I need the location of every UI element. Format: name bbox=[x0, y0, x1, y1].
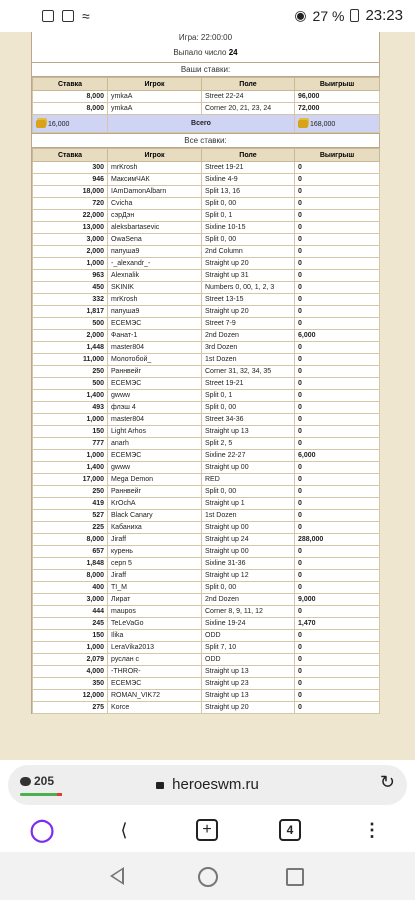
win-cell: 0 bbox=[295, 666, 380, 678]
win-cell: 0 bbox=[295, 342, 380, 354]
status-bar bbox=[0, 0, 415, 32]
win-cell: 0 bbox=[295, 426, 380, 438]
table-row bbox=[33, 630, 380, 642]
table-row bbox=[33, 438, 380, 450]
bet-cell: 1,448 bbox=[33, 342, 108, 354]
player-cell: Light Arhos bbox=[108, 426, 202, 438]
field-cell: 2nd Dozen bbox=[202, 594, 295, 606]
field-cell: Split 0, 00 bbox=[202, 582, 295, 594]
bet-cell: 400 bbox=[33, 582, 108, 594]
player-cell: курень bbox=[108, 546, 202, 558]
table-row bbox=[33, 318, 380, 330]
bet-cell: 1,000 bbox=[33, 642, 108, 654]
player-cell: gwww bbox=[108, 390, 202, 402]
bet-cell: 1,000 bbox=[33, 414, 108, 426]
bet-cell: 150 bbox=[33, 630, 108, 642]
win-cell: 0 bbox=[295, 390, 380, 402]
field-cell: 3rd Dozen bbox=[202, 342, 295, 354]
field-cell: Straight up 13 bbox=[202, 666, 295, 678]
player-cell: KrOchA bbox=[108, 498, 202, 510]
player-cell: LeraVika2013 bbox=[108, 642, 202, 654]
table-row bbox=[33, 570, 380, 582]
player-cell: ymkaA bbox=[108, 91, 202, 103]
player-cell: master804 bbox=[108, 342, 202, 354]
table-row bbox=[33, 426, 380, 438]
total-win-cell bbox=[295, 115, 380, 133]
bet-cell: 150 bbox=[33, 426, 108, 438]
player-cell: серп 5 bbox=[108, 558, 202, 570]
field-cell: Straight up 00 bbox=[202, 546, 295, 558]
your-bets-title: Ваши ставки: bbox=[32, 62, 379, 77]
win-cell: 0 bbox=[295, 582, 380, 594]
bet-cell: 8,000 bbox=[33, 103, 108, 115]
table-row bbox=[33, 642, 380, 654]
bet-cell: 500 bbox=[33, 318, 108, 330]
bet-cell: 8,000 bbox=[33, 570, 108, 582]
image-icon bbox=[62, 10, 74, 22]
reload-icon[interactable]: ↻ bbox=[379, 772, 395, 792]
bet-cell: 1,000 bbox=[33, 450, 108, 462]
player-cell: Cvicha bbox=[108, 198, 202, 210]
table-row bbox=[33, 510, 380, 522]
table-row bbox=[33, 282, 380, 294]
bet-cell: 444 bbox=[33, 606, 108, 618]
player-cell: Раннвейг bbox=[108, 486, 202, 498]
table-row bbox=[33, 91, 380, 103]
table-row bbox=[33, 222, 380, 234]
player-cell: Black Canary bbox=[108, 510, 202, 522]
header-win: Выигрыш bbox=[295, 78, 380, 91]
bet-cell: 963 bbox=[33, 270, 108, 282]
table-row bbox=[33, 582, 380, 594]
win-cell: 0 bbox=[295, 282, 380, 294]
bet-cell: 2,079 bbox=[33, 654, 108, 666]
eye-icon: ◉ bbox=[294, 7, 307, 23]
win-cell: 0 bbox=[295, 318, 380, 330]
field-cell: Corner 8, 9, 11, 12 bbox=[202, 606, 295, 618]
player-cell: ЕСЕМЭС bbox=[108, 378, 202, 390]
bet-cell: 12,000 bbox=[33, 690, 108, 702]
table-row bbox=[33, 234, 380, 246]
player-cell: Jiraff bbox=[108, 570, 202, 582]
win-cell: 0 bbox=[295, 474, 380, 486]
field-cell: Straight up 13 bbox=[202, 426, 295, 438]
table-row bbox=[33, 678, 380, 690]
player-cell: Фанат-1 bbox=[108, 330, 202, 342]
bet-cell: 527 bbox=[33, 510, 108, 522]
player-cell: ymkaA bbox=[108, 103, 202, 115]
player-cell: gwww bbox=[108, 462, 202, 474]
player-cell: mrKrosh bbox=[108, 162, 202, 174]
win-cell: 0 bbox=[295, 306, 380, 318]
win-cell: 0 bbox=[295, 546, 380, 558]
player-cell: сэрДэн bbox=[108, 210, 202, 222]
field-cell: Corner 31, 32, 34, 35 bbox=[202, 366, 295, 378]
player-cell: TI_M bbox=[108, 582, 202, 594]
win-cell: 0 bbox=[295, 270, 380, 282]
total-bet: 16,000 bbox=[48, 120, 70, 128]
field-cell: Straight up 20 bbox=[202, 258, 295, 270]
table-row bbox=[33, 414, 380, 426]
player-cell: anarh bbox=[108, 438, 202, 450]
player-cell: Раннвейг bbox=[108, 366, 202, 378]
win-cell: 0 bbox=[295, 222, 380, 234]
bet-cell: 332 bbox=[33, 294, 108, 306]
drawn-number-line bbox=[32, 44, 379, 62]
player-cell: Молотобой_ bbox=[108, 354, 202, 366]
bet-cell: 419 bbox=[33, 498, 108, 510]
win-cell: 288,000 bbox=[295, 534, 380, 546]
table-row bbox=[33, 690, 380, 702]
tabs-counter-button[interactable]: 4 bbox=[279, 819, 301, 841]
table-row bbox=[33, 390, 380, 402]
field-cell: 1st Dozen bbox=[202, 510, 295, 522]
table-row bbox=[33, 534, 380, 546]
player-cell: OwaSena bbox=[108, 234, 202, 246]
win-cell: 0 bbox=[295, 366, 380, 378]
win-cell: 0 bbox=[295, 294, 380, 306]
player-cell: Alexnalik bbox=[108, 270, 202, 282]
all-bets-body bbox=[33, 162, 380, 714]
player-cell: ЕСЕМЭС bbox=[108, 318, 202, 330]
field-cell: Sixline 10-15 bbox=[202, 222, 295, 234]
bet-cell: 946 bbox=[33, 174, 108, 186]
table-row bbox=[33, 294, 380, 306]
bet-cell: 17,000 bbox=[33, 474, 108, 486]
field-cell: ODD bbox=[202, 630, 295, 642]
field-cell: Split 0, 00 bbox=[202, 486, 295, 498]
field-cell: Split 0, 00 bbox=[202, 234, 295, 246]
table-row bbox=[33, 450, 380, 462]
win-cell: 0 bbox=[295, 186, 380, 198]
table-row bbox=[33, 606, 380, 618]
player-cell: папуша9 bbox=[108, 306, 202, 318]
bet-cell: 450 bbox=[33, 282, 108, 294]
bet-cell: 493 bbox=[33, 402, 108, 414]
win-cell: 0 bbox=[295, 246, 380, 258]
win-cell: 0 bbox=[295, 702, 380, 714]
gold-icon bbox=[298, 120, 308, 128]
table-row bbox=[33, 354, 380, 366]
field-cell: Straight up 24 bbox=[202, 534, 295, 546]
table-row bbox=[33, 162, 380, 174]
battery-icon bbox=[350, 9, 359, 22]
player-cell: -_alexandr_- bbox=[108, 258, 202, 270]
bet-cell: 275 bbox=[33, 702, 108, 714]
table-row bbox=[33, 654, 380, 666]
win-cell: 0 bbox=[295, 198, 380, 210]
player-cell: МаксимЧАК bbox=[108, 174, 202, 186]
player-cell: руслан с bbox=[108, 654, 202, 666]
bet-cell: 1,000 bbox=[33, 258, 108, 270]
win-cell: 0 bbox=[295, 162, 380, 174]
win-cell: 96,000 bbox=[295, 91, 380, 103]
bet-cell: 350 bbox=[33, 678, 108, 690]
field-cell: Street 19-21 bbox=[202, 162, 295, 174]
bet-cell: 4,000 bbox=[33, 666, 108, 678]
table-row bbox=[33, 258, 380, 270]
field-cell: Corner 20, 21, 23, 24 bbox=[202, 103, 295, 115]
table-row bbox=[33, 174, 380, 186]
header-field: Поле bbox=[202, 149, 295, 162]
win-cell: 0 bbox=[295, 378, 380, 390]
bet-cell: 8,000 bbox=[33, 91, 108, 103]
field-cell: Street 34-36 bbox=[202, 414, 295, 426]
win-cell: 9,000 bbox=[295, 594, 380, 606]
roulette-results-sheet bbox=[31, 32, 380, 714]
bet-cell: 777 bbox=[33, 438, 108, 450]
table-row bbox=[33, 342, 380, 354]
table-row bbox=[33, 666, 380, 678]
all-bets-title: Все ставки: bbox=[32, 133, 379, 148]
new-tab-icon[interactable]: + bbox=[196, 819, 218, 841]
field-cell: Numbers 0, 00, 1, 2, 3 bbox=[202, 282, 295, 294]
player-cell: mrKrosh bbox=[108, 294, 202, 306]
more-menu-icon[interactable]: ⋮ bbox=[363, 819, 381, 840]
player-cell: Jiraff bbox=[108, 534, 202, 546]
table-row bbox=[33, 486, 380, 498]
recents-nav-icon[interactable] bbox=[286, 868, 304, 886]
all-bets-table bbox=[32, 148, 380, 714]
drawn-number-label: Выпало число bbox=[173, 48, 227, 57]
player-cell: TeLeVaGo bbox=[108, 618, 202, 630]
table-row bbox=[33, 462, 380, 474]
field-cell: Street 7-9 bbox=[202, 318, 295, 330]
player-cell: IAmDamonAlbarn bbox=[108, 186, 202, 198]
alice-assistant-icon[interactable]: ◯ bbox=[29, 817, 55, 842]
table-row bbox=[33, 498, 380, 510]
table-row bbox=[33, 270, 380, 282]
table-row bbox=[33, 546, 380, 558]
header-field: Поле bbox=[202, 78, 295, 91]
table-row bbox=[33, 306, 380, 318]
battery-level: 27 % bbox=[312, 7, 345, 24]
field-cell: Sixline 31-36 bbox=[202, 558, 295, 570]
table-row bbox=[33, 402, 380, 414]
field-cell: Split 13, 16 bbox=[202, 186, 295, 198]
player-cell: ЕСЕМЭС bbox=[108, 450, 202, 462]
win-cell: 0 bbox=[295, 558, 380, 570]
field-cell: Street 19-21 bbox=[202, 378, 295, 390]
header-bet: Ставка bbox=[33, 78, 108, 91]
table-row bbox=[33, 330, 380, 342]
header-win: Выигрыш bbox=[295, 149, 380, 162]
bet-cell: 300 bbox=[33, 162, 108, 174]
total-bet-cell bbox=[33, 115, 108, 133]
win-cell: 72,000 bbox=[295, 103, 380, 115]
bet-cell: 245 bbox=[33, 618, 108, 630]
field-cell: Straight up 31 bbox=[202, 270, 295, 282]
wifi-icon: ≈ bbox=[82, 8, 90, 24]
your-bets-table bbox=[32, 77, 380, 133]
table-row bbox=[33, 474, 380, 486]
win-cell: 0 bbox=[295, 258, 380, 270]
field-cell: Split 0, 00 bbox=[202, 402, 295, 414]
field-cell: Sixline 4-9 bbox=[202, 174, 295, 186]
total-label: Всего bbox=[108, 115, 295, 133]
gold-icon bbox=[36, 120, 46, 128]
bet-cell: 250 bbox=[33, 366, 108, 378]
bet-cell: 1,848 bbox=[33, 558, 108, 570]
game-time: Игра: 22:00:00 bbox=[178, 33, 233, 42]
web-content[interactable] bbox=[0, 32, 415, 760]
win-cell: 0 bbox=[295, 642, 380, 654]
field-cell: Straight up 20 bbox=[202, 306, 295, 318]
win-cell: 0 bbox=[295, 354, 380, 366]
home-nav-icon[interactable] bbox=[198, 867, 218, 887]
message-icon bbox=[42, 10, 54, 22]
url-text: heroeswm.ru bbox=[172, 776, 259, 793]
player-cell: ЕСЕМЭС bbox=[108, 678, 202, 690]
bet-cell: 2,000 bbox=[33, 246, 108, 258]
field-cell: Split 2, 5 bbox=[202, 438, 295, 450]
system-navigation-bar bbox=[0, 852, 415, 900]
bet-cell: 11,000 bbox=[33, 354, 108, 366]
total-win: 168,000 bbox=[310, 120, 336, 128]
bet-cell: 8,000 bbox=[33, 534, 108, 546]
url-display[interactable] bbox=[8, 776, 407, 793]
bet-cell: 225 bbox=[33, 522, 108, 534]
player-cell: Korce bbox=[108, 702, 202, 714]
table-row bbox=[33, 103, 380, 115]
win-cell: 0 bbox=[295, 630, 380, 642]
player-cell: Ilika bbox=[108, 630, 202, 642]
field-cell: 1st Dozen bbox=[202, 354, 295, 366]
win-cell: 6,000 bbox=[295, 450, 380, 462]
table-row bbox=[33, 210, 380, 222]
win-cell: 0 bbox=[295, 402, 380, 414]
player-cell: -THROR- bbox=[108, 666, 202, 678]
player-cell: папуша9 bbox=[108, 246, 202, 258]
header-bet: Ставка bbox=[33, 149, 108, 162]
field-cell: Straight up 1 bbox=[202, 498, 295, 510]
clock: 23:23 bbox=[365, 7, 403, 24]
field-cell: Split 0, 1 bbox=[202, 210, 295, 222]
win-cell: 0 bbox=[295, 606, 380, 618]
win-cell: 0 bbox=[295, 414, 380, 426]
win-cell: 0 bbox=[295, 438, 380, 450]
field-cell: 2nd Column bbox=[202, 246, 295, 258]
table-row bbox=[33, 378, 380, 390]
field-cell: Straight up 00 bbox=[202, 522, 295, 534]
win-cell: 1,470 bbox=[295, 618, 380, 630]
header-player: Игрок bbox=[108, 78, 202, 91]
win-cell: 0 bbox=[295, 510, 380, 522]
field-cell: Straight up 23 bbox=[202, 678, 295, 690]
win-cell: 0 bbox=[295, 498, 380, 510]
bet-cell: 3,000 bbox=[33, 234, 108, 246]
bet-cell: 720 bbox=[33, 198, 108, 210]
bet-cell: 22,000 bbox=[33, 210, 108, 222]
field-cell: Straight up 20 bbox=[202, 702, 295, 714]
bet-cell: 250 bbox=[33, 486, 108, 498]
win-cell: 0 bbox=[295, 570, 380, 582]
bet-cell: 2,000 bbox=[33, 330, 108, 342]
table-row bbox=[33, 366, 380, 378]
player-cell: флэш 4 bbox=[108, 402, 202, 414]
bet-cell: 18,000 bbox=[33, 186, 108, 198]
player-cell: ROMAN_VIK72 bbox=[108, 690, 202, 702]
table-row bbox=[33, 702, 380, 714]
field-cell: RED bbox=[202, 474, 295, 486]
player-cell: SKINIK bbox=[108, 282, 202, 294]
win-cell: 0 bbox=[295, 678, 380, 690]
field-cell: Split 7, 10 bbox=[202, 642, 295, 654]
player-cell: maupos bbox=[108, 606, 202, 618]
table-row bbox=[33, 246, 380, 258]
table-row bbox=[33, 522, 380, 534]
win-cell: 0 bbox=[295, 234, 380, 246]
back-nav-icon-inner bbox=[113, 870, 122, 882]
table-row bbox=[33, 594, 380, 606]
bet-cell: 657 bbox=[33, 546, 108, 558]
player-cell: Лират bbox=[108, 594, 202, 606]
table-row bbox=[33, 618, 380, 630]
field-cell: Straight up 13 bbox=[202, 690, 295, 702]
win-cell: 0 bbox=[295, 654, 380, 666]
field-cell: Straight up 12 bbox=[202, 570, 295, 582]
field-cell: Sixline 19-24 bbox=[202, 618, 295, 630]
field-cell: ODD bbox=[202, 654, 295, 666]
win-cell: 0 bbox=[295, 174, 380, 186]
header-player: Игрок bbox=[108, 149, 202, 162]
drawn-number-value: 24 bbox=[228, 48, 238, 57]
field-cell: Street 22-24 bbox=[202, 91, 295, 103]
player-cell: aleksbartasevic bbox=[108, 222, 202, 234]
address-bar[interactable] bbox=[8, 765, 407, 805]
table-row bbox=[33, 186, 380, 198]
bet-cell: 1,400 bbox=[33, 390, 108, 402]
share-icon[interactable]: ⟨ bbox=[120, 819, 128, 840]
bet-cell: 1,817 bbox=[33, 306, 108, 318]
table-row bbox=[33, 198, 380, 210]
win-cell: 0 bbox=[295, 462, 380, 474]
win-cell: 6,000 bbox=[295, 330, 380, 342]
totals-row bbox=[33, 115, 380, 133]
bet-cell: 13,000 bbox=[33, 222, 108, 234]
field-cell: Split 0, 00 bbox=[202, 198, 295, 210]
page-progress bbox=[20, 793, 62, 796]
win-cell: 0 bbox=[295, 210, 380, 222]
bet-cell: 1,400 bbox=[33, 462, 108, 474]
lock-icon bbox=[156, 782, 164, 789]
browser-toolbar bbox=[0, 810, 415, 850]
player-cell: Mega Demon bbox=[108, 474, 202, 486]
win-cell: 0 bbox=[295, 690, 380, 702]
player-cell: Кабаниха bbox=[108, 522, 202, 534]
table-row bbox=[33, 558, 380, 570]
field-cell: Split 0, 1 bbox=[202, 390, 295, 402]
player-cell: master804 bbox=[108, 414, 202, 426]
comments-count: 205 bbox=[34, 774, 55, 788]
bet-cell: 3,000 bbox=[33, 594, 108, 606]
field-cell: 2nd Dozen bbox=[202, 330, 295, 342]
field-cell: Straight up 00 bbox=[202, 462, 295, 474]
bet-cell: 500 bbox=[33, 378, 108, 390]
field-cell: Sixline 22-27 bbox=[202, 450, 295, 462]
win-cell: 0 bbox=[295, 522, 380, 534]
field-cell: Street 13-15 bbox=[202, 294, 295, 306]
win-cell: 0 bbox=[295, 486, 380, 498]
